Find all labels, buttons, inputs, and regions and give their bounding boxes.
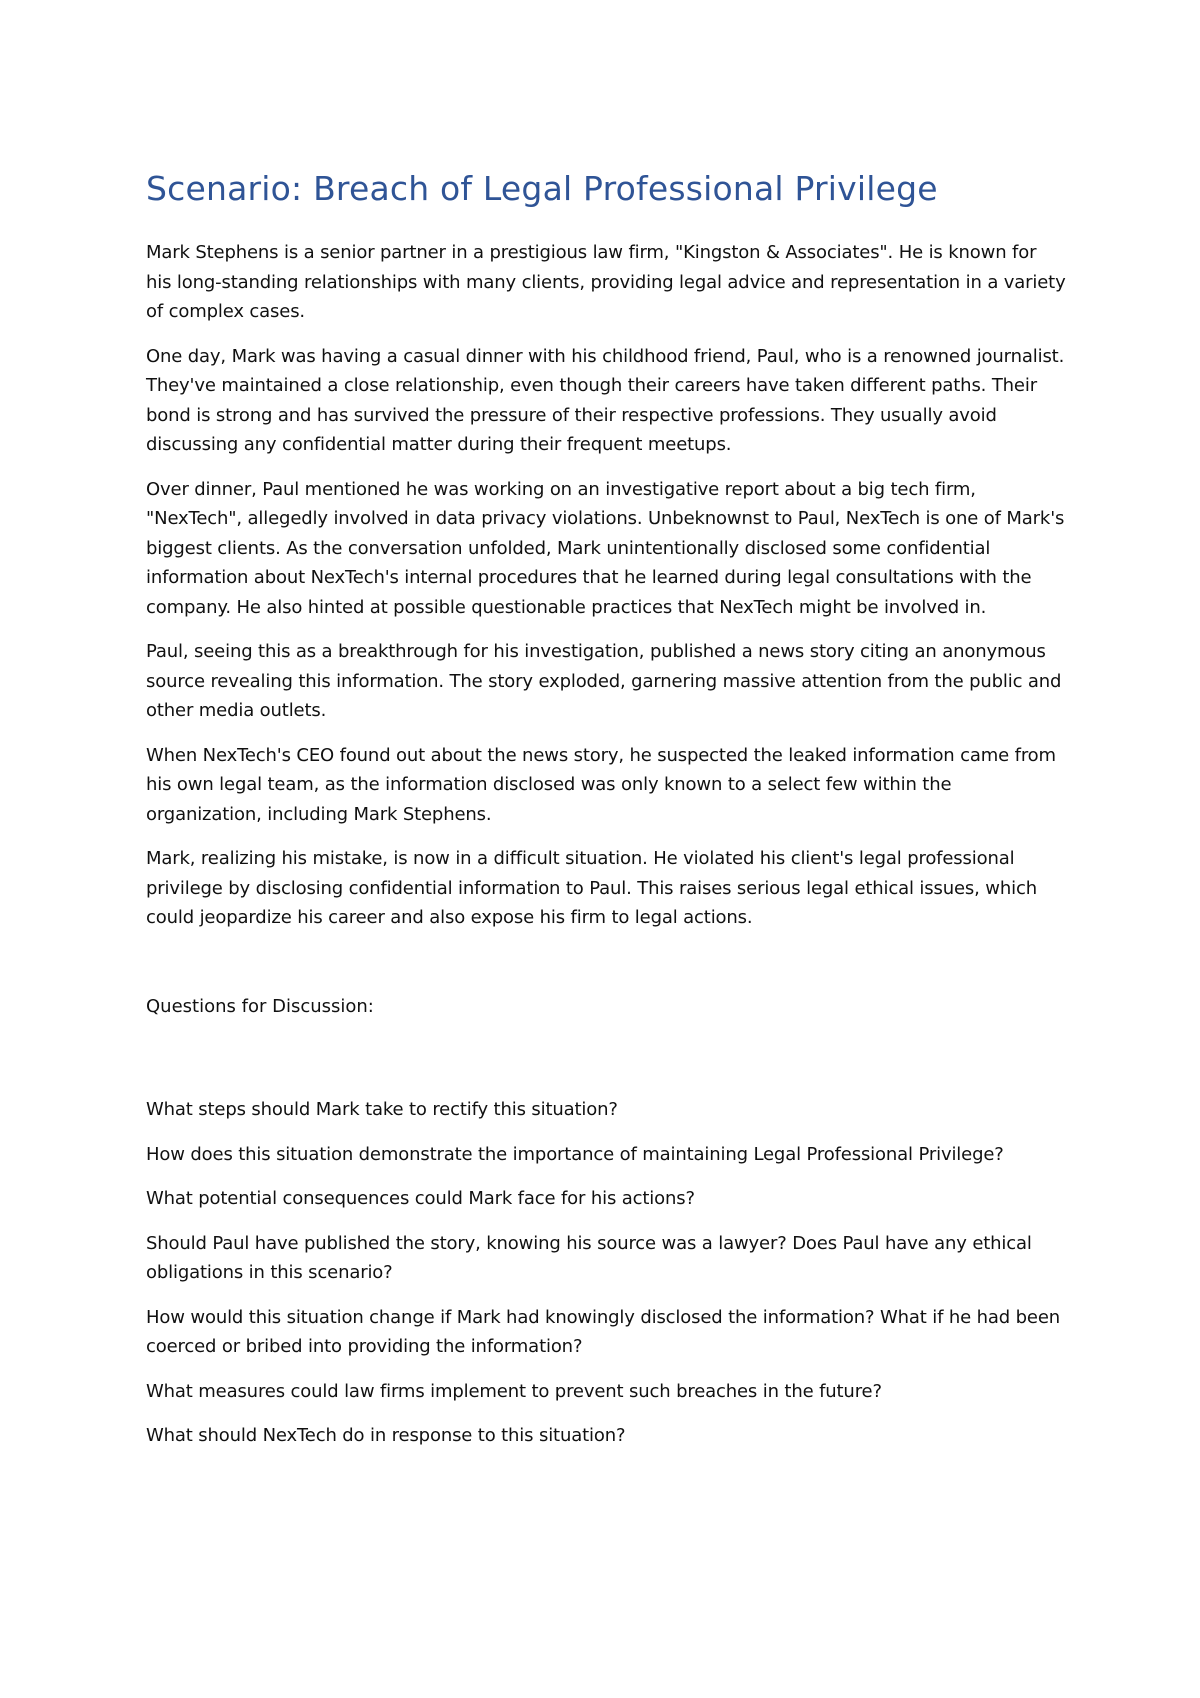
document-content xyxy=(146,168,1066,1466)
discussion-question-4: Should Paul have published the story, knowing his source was a lawyer? Does Paul have any ethical obligations in this scenario? xyxy=(146,1232,1032,1283)
scenario-paragraph-4: Paul, seeing this as a breakthrough for his investigation, published a news story citing an anonymous source revealing this information. The story exploded, garnering massive attention from the public and other media outlets. xyxy=(146,641,1062,721)
scenario-paragraph-5: When NexTech's CEO found out about the news story, he suspected the leaked information came from his own legal team, as the information disclosed was only known to a select few within the organization, including Mark Stephens. xyxy=(146,744,1056,825)
discussion-question-2: How does this situation demonstrate the importance of maintaining Legal Professional Privilege? xyxy=(146,1143,1004,1165)
scenario-paragraph-6: Mark, realizing his mistake, is now in a difficult situation. He violated his client's legal professional privilege by disclosing confidential information to Paul. This raises serious legal ethical issues, which could jeopardize his career and also expose his firm to legal actions. xyxy=(146,848,1037,928)
discussion-question-1: What steps should Mark take to rectify this situation? xyxy=(146,1099,618,1120)
discussion-question-3: What potential consequences could Mark face for his actions? xyxy=(146,1188,695,1209)
document-title: Scenario: Breach of Legal Professional Privilege xyxy=(146,169,938,208)
discussion-question-6: What measures could law firms implement to prevent such breaches in the future? xyxy=(146,1380,882,1402)
scenario-paragraph-2: One day, Mark was having a casual dinner with his childhood friend, Paul, who is a renowned journalist. They've maintained a close relationship, even though their careers have taken different paths. Their bond is strong and has survived the pressure of their respective professions. They usually avoid discussing any confidential matter during their frequent meetups. xyxy=(146,345,1065,455)
discussion-question-7: What should NexTech do in response to this situation? xyxy=(146,1425,626,1446)
questions-heading: Questions for Discussion: xyxy=(146,995,374,1017)
scenario-paragraph-1: Mark Stephens is a senior partner in a prestigious law firm, "Kingston & Associates". He is known for his long-standing relationships with many clients, providing legal advice and representation in a variety of complex cases. xyxy=(146,242,1066,322)
discussion-question-5: How would this situation change if Mark had knowingly disclosed the information? What if he had been coerced or bribed into providing the information? xyxy=(146,1306,1061,1357)
scenario-paragraph-3: Over dinner, Paul mentioned he was working on an investigative report about a big tech firm, "NexTech", allegedly involved in data privacy violations. Unbeknownst to Paul, NexTech is one of Mark's biggest clients. As the conversation unfolded, Mark unintentionally disclosed some confidential information about NexTech's internal procedures that he learned during legal consultations with the company. He also hinted at possible questionable practices that NexTech might be involved in. xyxy=(146,478,1065,618)
